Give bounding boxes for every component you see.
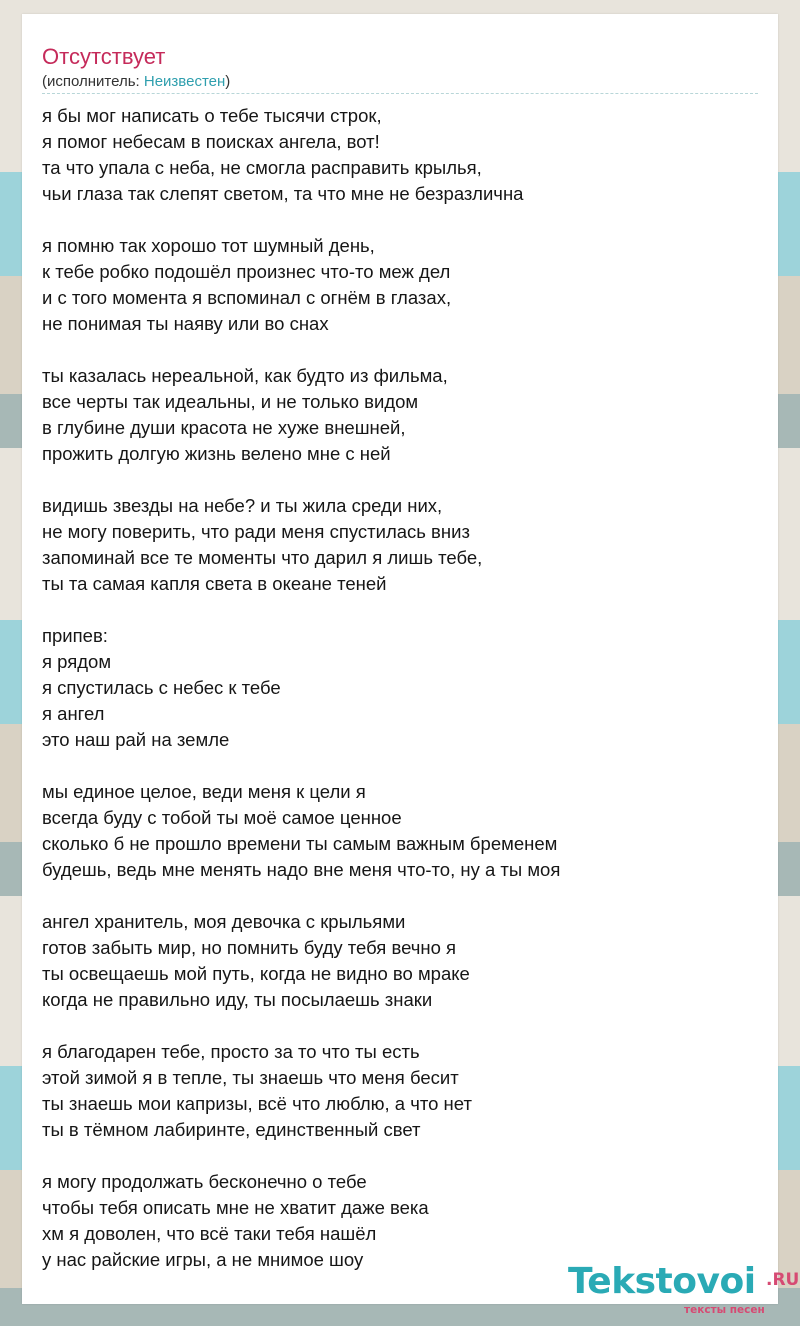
lyrics-text [42,103,758,1273]
stanza-break [42,207,758,233]
lyric-line: ты освещаешь мой путь, когда не видно во мраке [42,963,470,984]
dashed-divider [42,93,758,94]
lyric-line: всегда буду с тобой ты моё самое ценное [42,807,402,828]
lyric-line: я спустилась с небес к тебе [42,677,281,698]
lyric-line: я бы мог написать о тебе тысячи строк, [42,105,382,126]
stanza-break [42,883,758,909]
lyric-line: это наш рай на земле [42,729,230,750]
lyric-line: ты знаешь мои капризы, всё что люблю, а что нет [42,1093,472,1114]
lyric-line: не понимая ты наяву или во снах [42,313,329,334]
stanza-break [42,597,758,623]
stanza-break [42,1143,758,1169]
lyric-line: к тебе робко подошёл произнес что-то меж дел [42,261,451,282]
lyric-line: этой зимой я в тепле, ты знаешь что меня бесит [42,1067,459,1088]
lyric-line: запоминай все те моменты что дарил я лишь тебе, [42,547,483,568]
lyric-line: та что упала с неба, не смогла расправить крылья, [42,157,482,178]
artist-prefix: (исполнитель: [42,73,144,90]
lyric-line: я рядом [42,651,112,672]
lyric-line: все черты так идеальны, и не только видом [42,391,419,412]
artist-line [42,73,230,90]
artist-link[interactable]: Неизвестен [143,73,226,90]
stanza-break [42,753,758,779]
lyric-line: у нас райские игры, а не мнимое шоу [42,1249,364,1270]
lyric-line: и с того момента я вспоминал с огнём в глазах, [42,287,452,308]
lyric-line: видишь звезды на небе? и ты жила среди них, [42,495,443,516]
lyric-line: будешь, ведь мне менять надо вне меня что-то, ну а ты моя [42,859,561,880]
lyric-line: я благодарен тебе, просто за то что ты есть [42,1041,420,1062]
lyric-line: мы единое целое, веди меня к цели я [42,781,366,802]
lyric-line: чтобы тебя описать мне не хватит даже века [42,1197,429,1218]
lyric-line: прожить долгую жизнь велено мне с ней [42,443,391,464]
logo-subtitle: тексты песен [684,1304,765,1316]
lyric-line: я ангел [42,703,105,724]
logo-tld: .RU [766,1270,800,1290]
logo-wordmark: Tekstovoi [568,1261,756,1302]
song-title: Отсутствует [42,44,166,69]
lyric-line: готов забыть мир, но помнить буду тебя вечно я [42,937,457,958]
lyric-line: я могу продолжать бесконечно о тебе [42,1171,367,1192]
lyric-line: я помог небесам в поисках ангела, вот! [42,131,380,152]
lyric-line: ты в тёмном лабиринте, единственный свет [42,1119,421,1140]
lyric-line: сколько б не прошло времени ты самым важным бременем [42,833,558,854]
stanza-break [42,467,758,493]
tekstovoi-logo[interactable] [568,1261,798,1321]
artist-suffix: ) [225,73,231,90]
stanza-break [42,337,758,363]
lyric-line: ты казалась нереальной, как будто из фильма, [42,365,448,386]
stanza-break [42,1013,758,1039]
lyric-line: ангел хранитель, моя девочка с крыльями [42,911,406,932]
lyric-line: ты та самая капля света в океане теней [42,573,387,594]
lyric-line: хм я доволен, что всё таки тебя нашёл [42,1223,377,1244]
lyric-line: не могу поверить, что ради меня спустилась вниз [42,521,470,542]
lyric-line: припев: [42,625,108,646]
lyric-line: я помню так хорошо тот шумный день, [42,235,375,256]
lyric-line: в глубине души красота не хуже внешней, [42,417,406,438]
lyric-line: когда не правильно иду, ты посылаешь знаки [42,989,433,1010]
lyrics-card [22,14,800,1316]
lyric-line: чьи глаза так слепят светом, та что мне не безразлична [42,183,524,204]
